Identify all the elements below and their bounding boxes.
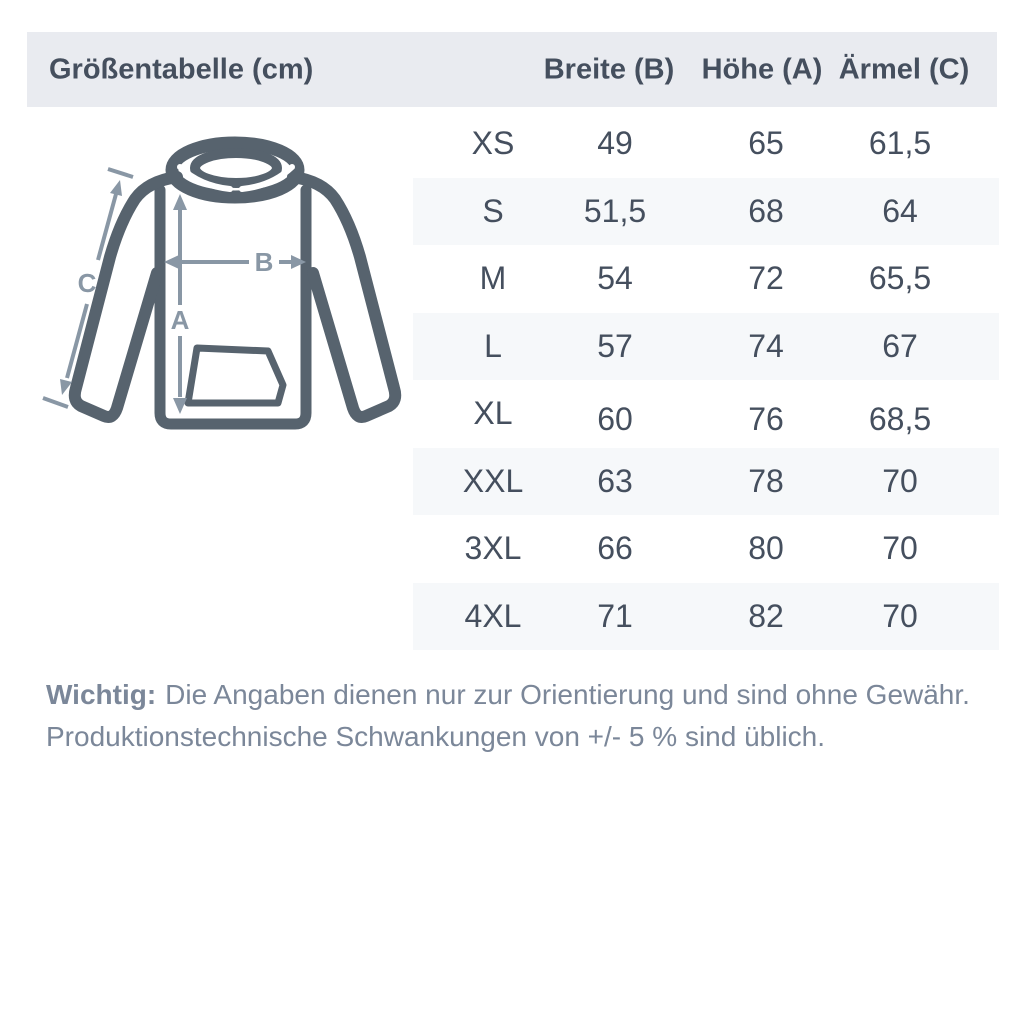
- breite-value: 57: [597, 327, 633, 364]
- table-row: [413, 245, 999, 313]
- table-row: [413, 380, 999, 448]
- hoodie-diagram-svg: [30, 120, 410, 450]
- footer-note-line2: Produktionstechnische Schwankungen von +/- 5 % sind üblich.: [46, 721, 826, 752]
- size-label: 4XL: [464, 597, 522, 634]
- size-label: XS: [471, 125, 515, 162]
- footer-note-text1: Die Angaben dienen nur zur Orientierung und sind ohne Gewähr.: [165, 679, 970, 710]
- breite-value: 71: [597, 597, 633, 634]
- table-row: [413, 583, 999, 651]
- table-row: [413, 448, 999, 516]
- table-row: [413, 515, 999, 583]
- column-header-hoehe: Höhe (A): [701, 53, 823, 85]
- size-label: XXL: [462, 462, 524, 499]
- aermel-value: 64: [882, 192, 918, 229]
- measure-arrow-a: [173, 194, 187, 414]
- size-table-body: [413, 110, 999, 650]
- table-header-band: [27, 32, 997, 107]
- table-row: [413, 178, 999, 246]
- label-b: B: [254, 247, 274, 277]
- page-title: Größentabelle (cm): [49, 53, 314, 85]
- hoehe-value: 78: [748, 462, 784, 499]
- footer-note-line1: [46, 674, 976, 716]
- hoodie-pocket: [188, 348, 283, 403]
- breite-value: 49: [597, 125, 633, 162]
- hoodie-measurement-diagram: [30, 120, 410, 450]
- column-header-breite: Breite (B): [543, 53, 675, 85]
- hood-inner-ring: [195, 153, 277, 183]
- size-label: 3XL: [464, 530, 522, 567]
- aermel-value: 70: [882, 597, 918, 634]
- footer-note: [46, 674, 976, 758]
- measure-arrow-b: [164, 255, 306, 269]
- hoehe-value: 65: [748, 125, 784, 162]
- hoehe-value: 80: [748, 530, 784, 567]
- hoodie-outline-icon: [75, 143, 395, 424]
- breite-value: 63: [597, 462, 633, 499]
- breite-value: 51,5: [583, 192, 647, 229]
- size-label: XL: [473, 395, 513, 432]
- size-label: S: [482, 192, 504, 229]
- aermel-value: 61,5: [868, 125, 932, 162]
- breite-value: 66: [597, 530, 633, 567]
- hoehe-value: 72: [748, 260, 784, 297]
- breite-value: 60: [597, 401, 633, 438]
- table-row: [413, 110, 999, 178]
- size-label: L: [484, 327, 502, 364]
- hoehe-value: 82: [748, 597, 784, 634]
- label-c: C: [77, 268, 97, 298]
- hoehe-value: 76: [748, 401, 784, 438]
- footer-note-important: Wichtig:: [46, 679, 157, 710]
- aermel-value: 68,5: [868, 401, 932, 438]
- hoehe-value: 74: [748, 327, 784, 364]
- aermel-value: 70: [882, 462, 918, 499]
- label-a: A: [170, 305, 190, 335]
- table-row: [413, 313, 999, 381]
- size-label: M: [479, 260, 507, 297]
- aermel-value: 70: [882, 530, 918, 567]
- breite-value: 54: [597, 260, 633, 297]
- aermel-value: 65,5: [868, 260, 932, 297]
- aermel-value: 67: [882, 327, 918, 364]
- column-header-aermel: Ärmel (C): [838, 53, 970, 85]
- hoehe-value: 68: [748, 192, 784, 229]
